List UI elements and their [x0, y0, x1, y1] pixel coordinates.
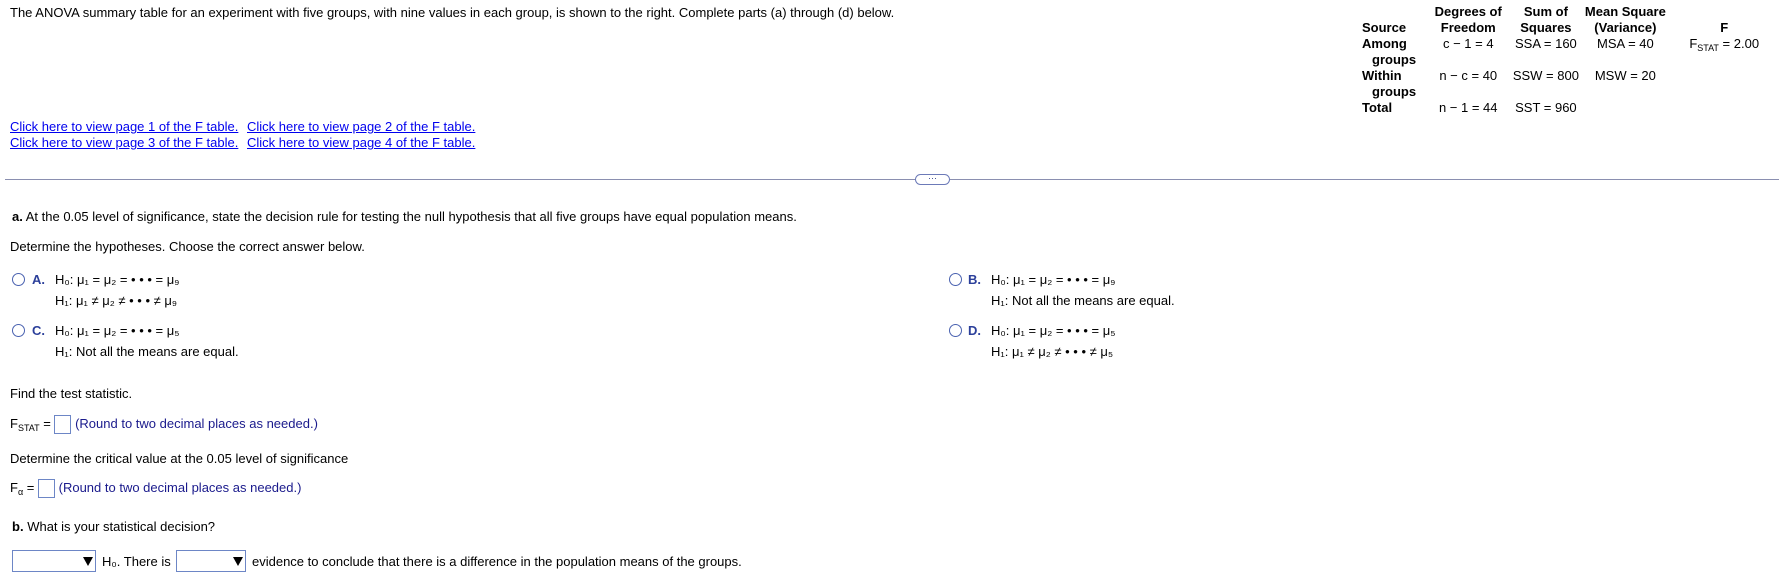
section-divider	[5, 179, 1779, 180]
df-total: n − 1 = 44	[1438, 100, 1498, 115]
source-within-label-2: groups	[1372, 84, 1417, 99]
decision-select[interactable]	[12, 550, 96, 572]
part-b-question	[12, 519, 215, 534]
falpha-row	[10, 479, 301, 498]
anova-row-among	[1362, 36, 1779, 68]
option-b-h1: H₁: Not all the means are equal.	[991, 293, 1175, 308]
intro-text: The ANOVA summary table for an experiment with five groups, with nine values in each group, is shown to the right. Complete parts (a) through (d) below.	[10, 5, 895, 20]
source-within-label: Within	[1362, 68, 1402, 83]
ms-within: MSW = 20	[1594, 68, 1656, 83]
option-d-h1: H₁: μ₁ ≠ μ₂ ≠ • • • ≠ μ₅	[991, 344, 1114, 359]
option-c-h0: H₀: μ₁ = μ₂ = • • • = μ₅	[55, 323, 180, 338]
anova-table	[1362, 4, 1779, 116]
source-total: Total	[1362, 100, 1393, 115]
expand-more-icon[interactable]: ···	[915, 174, 950, 185]
header-ss-2: Squares	[1520, 20, 1572, 35]
anova-header-row-1	[1362, 4, 1779, 20]
test-stat-prompt: Find the test statistic.	[10, 386, 133, 401]
fstat-equals: =	[43, 415, 51, 431]
option-a-letter: A.	[32, 272, 45, 287]
fstat-subscript: STAT	[17, 422, 40, 433]
f-stat-number: = 2.00	[1718, 36, 1760, 51]
header-ms-2: (Variance)	[1594, 20, 1657, 35]
source-among-label-2: groups	[1372, 52, 1417, 67]
option-b-letter: B.	[968, 272, 981, 287]
part-a-question	[12, 209, 797, 224]
decision-h0-text: H₀. There is	[102, 554, 171, 569]
chevron-down-icon	[80, 551, 95, 571]
f-table-page2-link[interactable]: Click here to view page 2 of the F table.	[247, 119, 476, 134]
fstat-symbol: F	[10, 415, 18, 431]
decision-tail-text: evidence to conclude that there is a difference in the population means of the groups.	[252, 554, 742, 569]
falpha-equals: =	[26, 479, 35, 495]
falpha-subscript: α	[17, 486, 24, 497]
part-b-label: b.	[12, 519, 24, 534]
option-b-h0: H₀: μ₁ = μ₂ = • • • = μ₉	[991, 272, 1116, 287]
header-df-2: Freedom	[1440, 20, 1496, 35]
option-c-h1: H₁: Not all the means are equal.	[55, 344, 239, 359]
source-among	[1362, 36, 1426, 68]
anova-row-total	[1362, 100, 1779, 116]
source-within	[1362, 68, 1426, 100]
ss-among: SSA = 160	[1514, 36, 1577, 51]
fstat-round-hint: (Round to two decimal places as needed.)	[75, 415, 318, 431]
hypotheses-prompt: Determine the hypotheses. Choose the correct answer below.	[10, 239, 365, 254]
f-stat-subscript: STAT	[1697, 43, 1719, 53]
option-c-letter: C.	[32, 323, 45, 338]
ms-among: MSA = 40	[1597, 36, 1654, 51]
header-f: F	[1720, 20, 1729, 35]
ss-total: SST = 960	[1515, 100, 1577, 115]
option-a-h0: H₀: μ₁ = μ₂ = • • • = μ₉	[55, 272, 180, 287]
option-c-radio[interactable]	[12, 324, 25, 337]
df-within: n − c = 40	[1439, 68, 1498, 83]
source-among-label: Among	[1362, 36, 1407, 51]
option-a-h1: H₁: μ₁ ≠ μ₂ ≠ • • • ≠ μ₉	[55, 293, 178, 308]
f-table-page4-link[interactable]: Click here to view page 4 of the F table.	[247, 135, 476, 150]
evidence-select[interactable]	[176, 550, 246, 572]
falpha-symbol: F	[10, 479, 18, 495]
f-stat-value	[1669, 36, 1779, 68]
f-stat-symbol: F	[1689, 36, 1698, 51]
header-df: Degrees of	[1434, 4, 1502, 19]
part-a-label: a.	[12, 209, 23, 224]
option-d-letter: D.	[968, 323, 981, 338]
fstat-row	[10, 415, 318, 434]
option-d-h0: H₀: μ₁ = μ₂ = • • • = μ₅	[991, 323, 1116, 338]
ss-within: SSW = 800	[1512, 68, 1579, 83]
df-among: c − 1 = 4	[1442, 36, 1494, 51]
chevron-down-icon	[230, 551, 245, 571]
option-d-radio[interactable]	[949, 324, 962, 337]
critical-value-prompt: Determine the critical value at the 0.05 level of significance	[10, 451, 349, 466]
header-ss: Sum of	[1523, 4, 1568, 19]
f-table-page3-link[interactable]: Click here to view page 3 of the F table.	[10, 135, 239, 150]
part-a-text: At the 0.05 level of significance, state the decision rule for testing the null hypothesis that all five groups have equal population means.	[25, 209, 797, 224]
f-table-page1-link[interactable]: Click here to view page 1 of the F table.	[10, 119, 239, 134]
header-source: Source	[1362, 20, 1407, 35]
anova-header-row-2	[1362, 20, 1779, 36]
falpha-input[interactable]	[38, 479, 55, 498]
option-a-radio[interactable]	[12, 273, 25, 286]
anova-row-within	[1362, 68, 1779, 100]
fstat-input[interactable]	[54, 415, 71, 434]
option-b-radio[interactable]	[949, 273, 962, 286]
part-b-text: What is your statistical decision?	[27, 519, 216, 534]
falpha-round-hint: (Round to two decimal places as needed.)	[58, 479, 302, 495]
header-ms: Mean Square	[1584, 4, 1666, 19]
